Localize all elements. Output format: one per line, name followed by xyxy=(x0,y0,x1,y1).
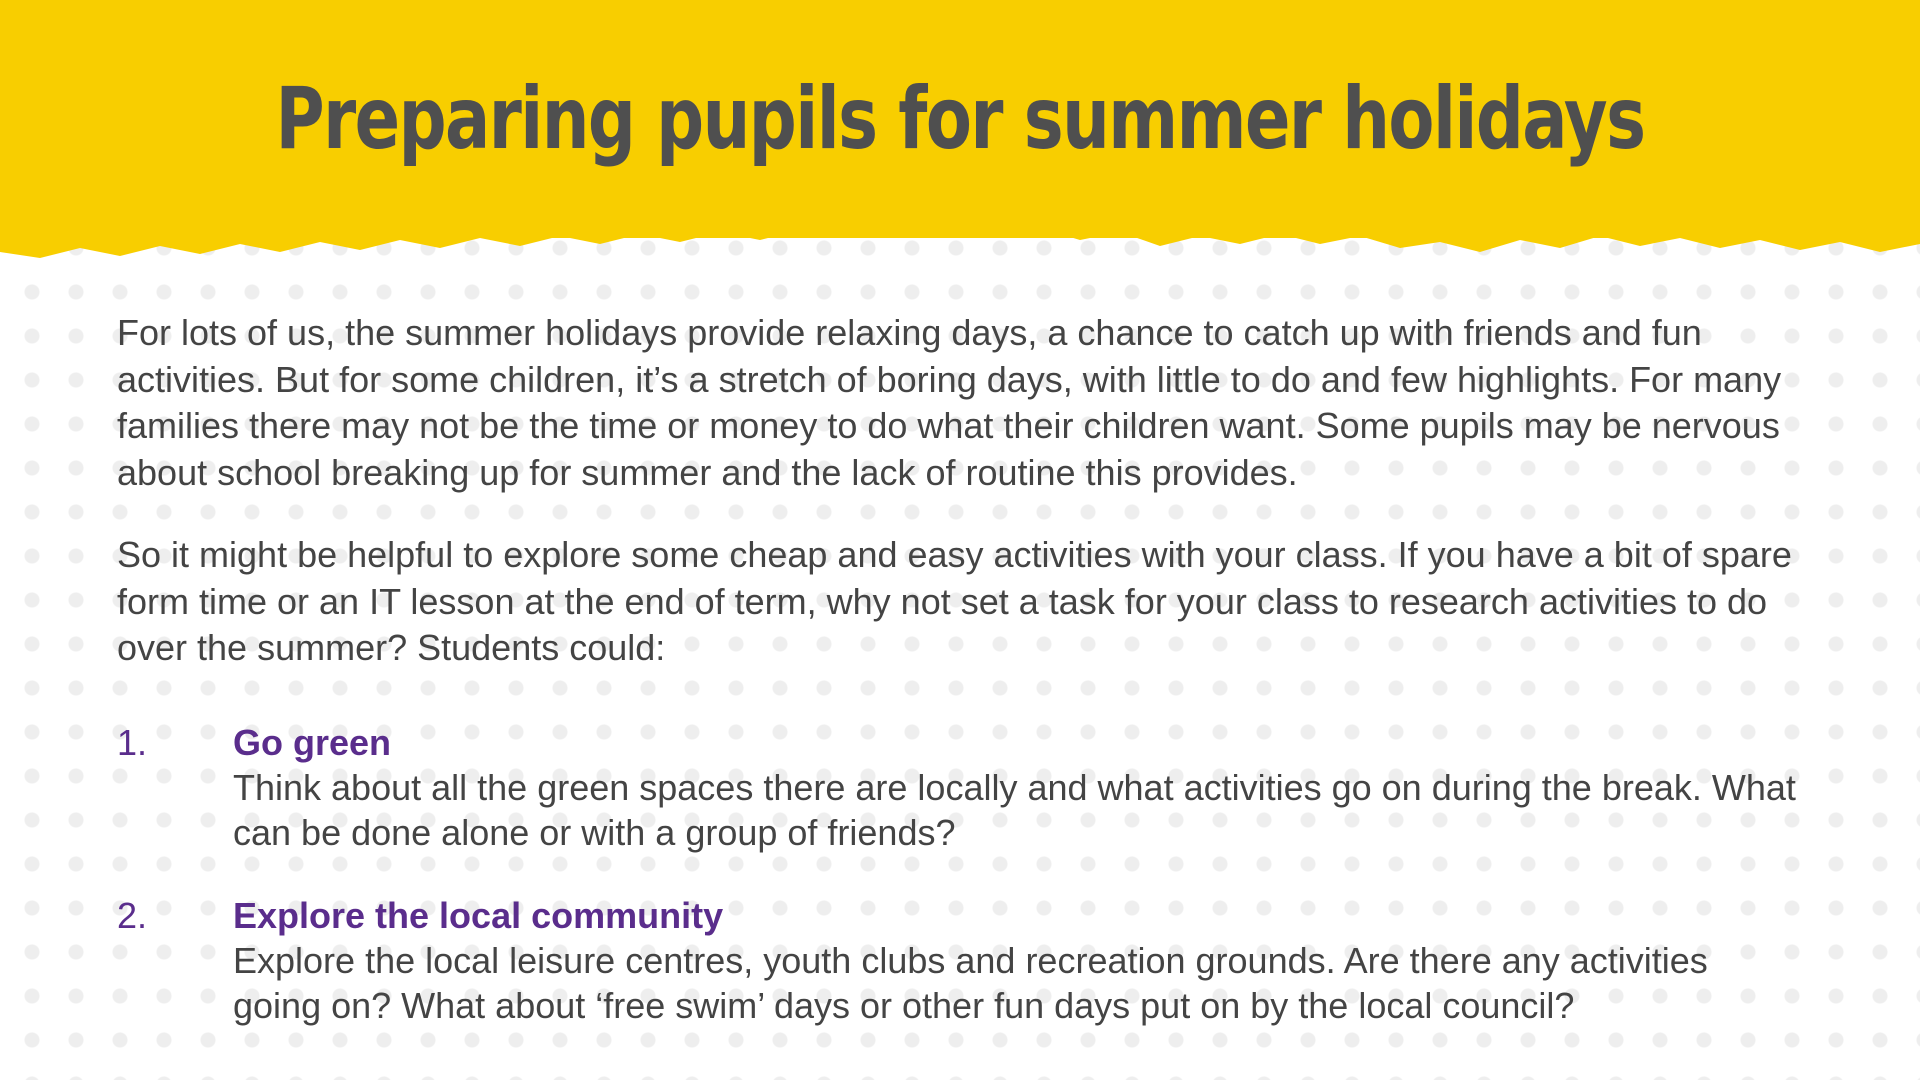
list-item-text: Explore the local leisure centres, youth clubs and recreation grounds. Are there any activities going on? What about ‘free swim’ days or other fun days put on by the local council? xyxy=(233,939,1708,1026)
list-item-heading: Go green xyxy=(233,721,392,763)
main-content xyxy=(117,310,1797,1066)
activity-list xyxy=(117,720,1797,1028)
task-paragraph: So it might be helpful to explore some cheap and easy activities with your class. If you have a bit of spare form time or an IT lesson at the end of term, why not set a task for your class to research activities to do over the summer? Students could: xyxy=(117,534,1792,668)
page-title: Preparing pupils for summer holidays xyxy=(275,69,1645,169)
list-item-text: Think about all the green spaces there are locally and what activities go on during the break. What can be done alone or with a group of friends? xyxy=(233,766,1796,853)
list-item-number: 2. xyxy=(117,894,148,936)
list-item-heading: Explore the local community xyxy=(233,894,724,936)
list-item-number: 1. xyxy=(117,721,148,763)
list-item xyxy=(117,893,1797,1028)
intro-paragraph: For lots of us, the summer holidays provide relaxing days, a chance to catch up with friends and fun activities. But for some children, it’s a stretch of boring days, with little to do and few highlights. For many families there may not be the time or money to do what their children want. Some pupils may be nervous about school breaking up for summer and the lack of routine this provides. xyxy=(117,312,1782,493)
list-item xyxy=(117,720,1797,855)
